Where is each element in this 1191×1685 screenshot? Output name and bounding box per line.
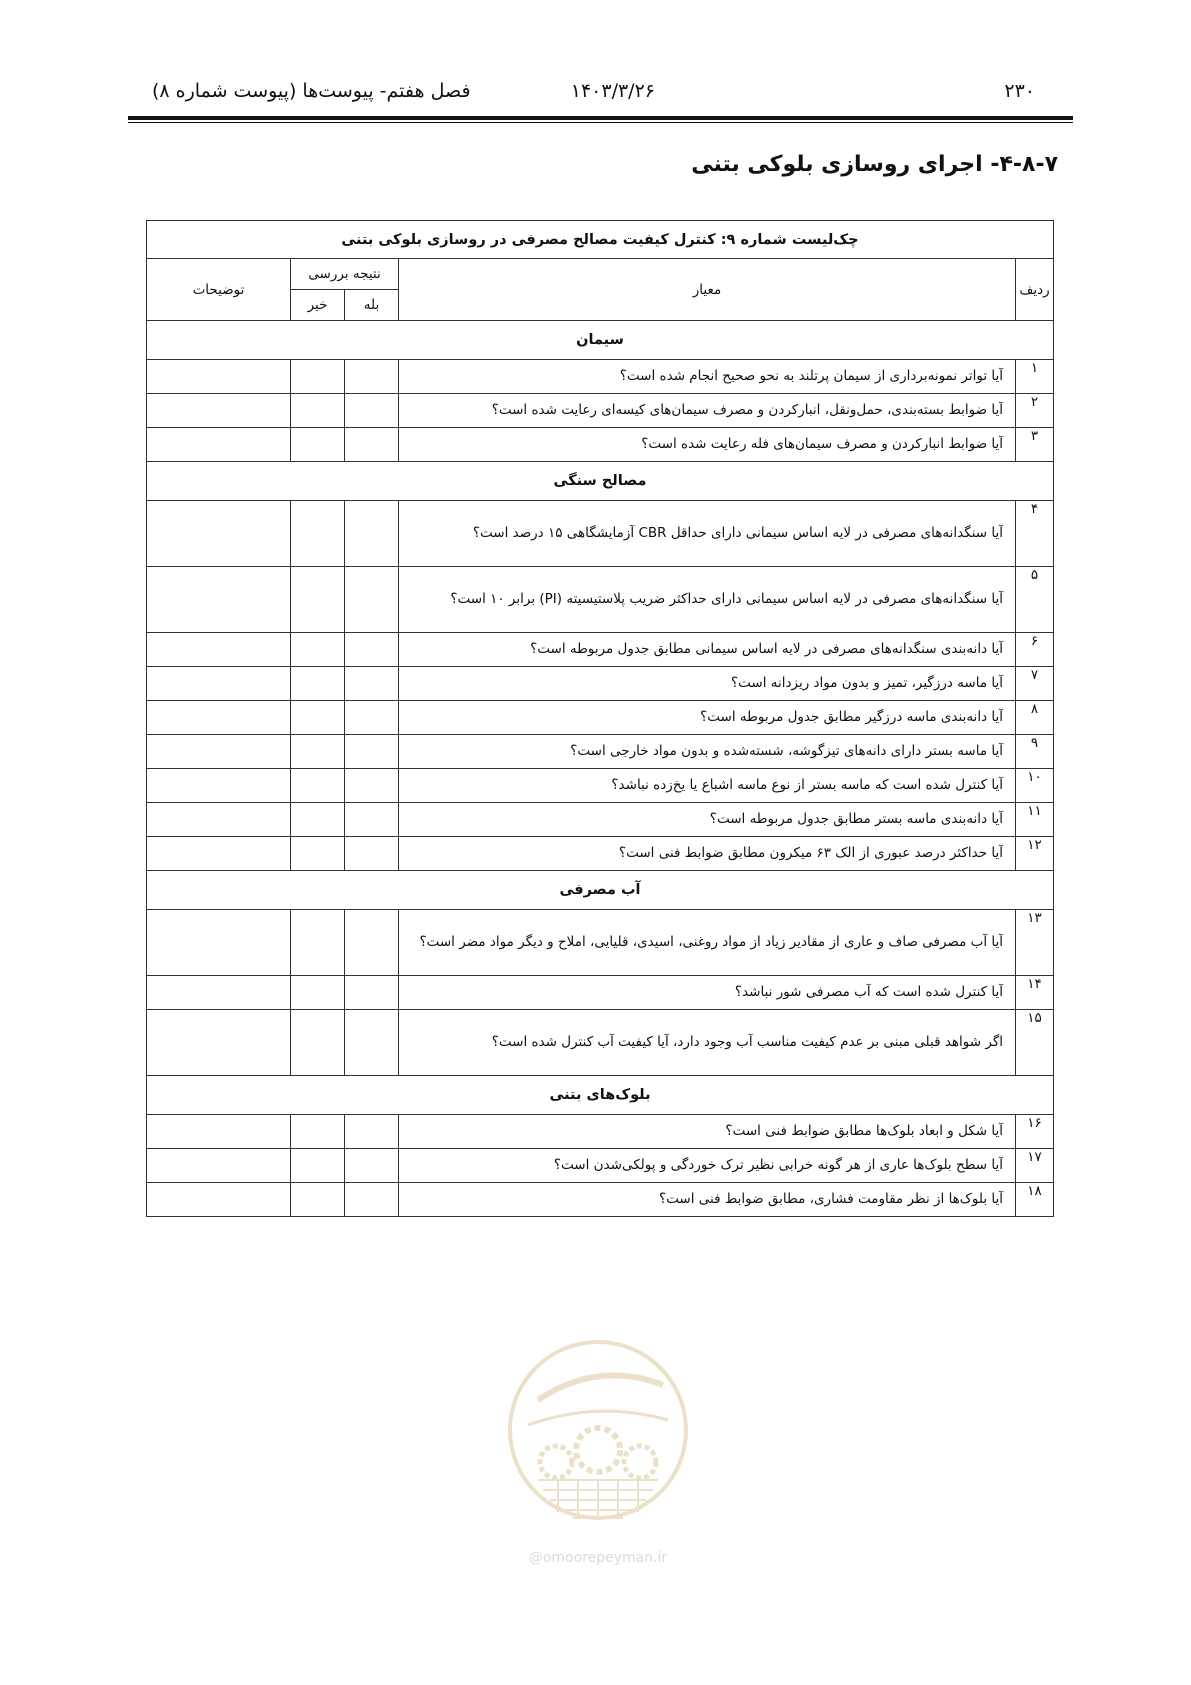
no-cell[interactable] xyxy=(291,910,345,976)
checklist-row xyxy=(147,701,1054,735)
row-number: ۴ xyxy=(1016,501,1054,567)
checklist-table xyxy=(146,220,1054,1217)
checklist-row xyxy=(147,769,1054,803)
checklist-row xyxy=(147,976,1054,1010)
notes-cell[interactable] xyxy=(147,803,291,837)
yes-cell[interactable] xyxy=(345,701,399,735)
col-yes-header: بله xyxy=(345,290,399,321)
no-cell[interactable] xyxy=(291,360,345,394)
criterion-text: آیا ماسه درزگیر، تمیز و بدون مواد ریزدانه است؟ xyxy=(399,667,1016,701)
checklist-row xyxy=(147,394,1054,428)
checklist-row xyxy=(147,667,1054,701)
checklist-row xyxy=(147,1149,1054,1183)
no-cell[interactable] xyxy=(291,1010,345,1076)
category-title: سیمان xyxy=(147,321,1054,360)
row-number: ۷ xyxy=(1016,667,1054,701)
row-number: ۲ xyxy=(1016,394,1054,428)
notes-cell[interactable] xyxy=(147,976,291,1010)
no-cell[interactable] xyxy=(291,837,345,871)
col-no-header: خیر xyxy=(291,290,345,321)
watermark-logo xyxy=(498,1340,698,1575)
row-number: ۵ xyxy=(1016,567,1054,633)
criterion-text: آیا ضوابط بسته‌بندی، حمل‌ونقل، انبارکردن و مصرف سیمان‌های کیسه‌ای رعایت شده است؟ xyxy=(399,394,1016,428)
row-number: ۱ xyxy=(1016,360,1054,394)
criterion-text: آیا سطح بلوک‌ها عاری از هر گونه خرابی نظیر ترک خوردگی و پولکی‌شدن است؟ xyxy=(399,1149,1016,1183)
section-title: ۴-۸-۷- اجرای روسازی بلوکی بتنی xyxy=(691,152,1058,177)
category-row xyxy=(147,462,1054,501)
yes-cell[interactable] xyxy=(345,837,399,871)
no-cell[interactable] xyxy=(291,428,345,462)
criterion-text: آیا تواتر نمونه‌برداری از سیمان پرتلند به نحو صحیح انجام شده است؟ xyxy=(399,360,1016,394)
notes-cell[interactable] xyxy=(147,1183,291,1217)
no-cell[interactable] xyxy=(291,667,345,701)
yes-cell[interactable] xyxy=(345,803,399,837)
checklist-row xyxy=(147,837,1054,871)
yes-cell[interactable] xyxy=(345,1149,399,1183)
criterion-text: آیا آب مصرفی صاف و عاری از مقادیر زیاد از مواد روغنی، اسیدی، قلیایی، املاح و دیگر مواد مضر است؟ xyxy=(399,910,1016,976)
no-cell[interactable] xyxy=(291,701,345,735)
row-number: ۶ xyxy=(1016,633,1054,667)
no-cell[interactable] xyxy=(291,1149,345,1183)
notes-cell[interactable] xyxy=(147,633,291,667)
notes-cell[interactable] xyxy=(147,701,291,735)
notes-cell[interactable] xyxy=(147,667,291,701)
no-cell[interactable] xyxy=(291,1183,345,1217)
watermark-url: @omoorepeyman.ir xyxy=(528,1550,668,1566)
checklist-row xyxy=(147,567,1054,633)
row-number: ۱۵ xyxy=(1016,1010,1054,1076)
checklist-caption: چک‌لیست شماره ۹: کنترل کیفیت مصالح مصرفی در روسازی بلوکی بتنی xyxy=(147,221,1054,259)
no-cell[interactable] xyxy=(291,803,345,837)
row-number: ۱۰ xyxy=(1016,769,1054,803)
row-number: ۳ xyxy=(1016,428,1054,462)
checklist-row xyxy=(147,1010,1054,1076)
notes-cell[interactable] xyxy=(147,837,291,871)
criterion-text: آیا سنگدانه‌های مصرفی در لایه اساس سیمانی دارای حداکثر ضریب پلاستیسیته (PI) برابر ۱۰ است؟ xyxy=(399,567,1016,633)
checklist-row xyxy=(147,735,1054,769)
yes-cell[interactable] xyxy=(345,633,399,667)
col-result-header: نتیجه بررسی xyxy=(291,259,399,290)
criterion-text: آیا سنگدانه‌های مصرفی در لایه اساس سیمانی دارای حداقل CBR آزمایشگاهی ۱۵ درصد است؟ xyxy=(399,501,1016,567)
criterion-text: آیا ضوابط انبارکردن و مصرف سیمان‌های فله رعایت شده است؟ xyxy=(399,428,1016,462)
yes-cell[interactable] xyxy=(345,910,399,976)
yes-cell[interactable] xyxy=(345,501,399,567)
row-number: ۱۸ xyxy=(1016,1183,1054,1217)
checklist-row xyxy=(147,501,1054,567)
no-cell[interactable] xyxy=(291,1115,345,1149)
criterion-text: آیا کنترل شده است که آب مصرفی شور نباشد؟ xyxy=(399,976,1016,1010)
no-cell[interactable] xyxy=(291,633,345,667)
notes-cell[interactable] xyxy=(147,501,291,567)
notes-cell[interactable] xyxy=(147,1149,291,1183)
checklist-row xyxy=(147,910,1054,976)
criterion-text: آیا دانه‌بندی ماسه درزگیر مطابق جدول مربوطه است؟ xyxy=(399,701,1016,735)
col-criteria-header: معیار xyxy=(399,259,1016,321)
criterion-text: اگر شواهد قبلی مبنی بر عدم کیفیت مناسب آب وجود دارد، آیا کیفیت آب کنترل شده است؟ xyxy=(399,1010,1016,1076)
header-date: ۱۴۰۳/۳/۲۶ xyxy=(570,80,655,102)
category-title: آب مصرفی xyxy=(147,871,1054,910)
row-number: ۱۳ xyxy=(1016,910,1054,976)
page-number: ۲۳۰ xyxy=(1004,80,1035,102)
checklist-row xyxy=(147,1115,1054,1149)
no-cell[interactable] xyxy=(291,769,345,803)
yes-cell[interactable] xyxy=(345,394,399,428)
notes-cell[interactable] xyxy=(147,1010,291,1076)
yes-cell[interactable] xyxy=(345,976,399,1010)
yes-cell[interactable] xyxy=(345,1115,399,1149)
no-cell[interactable] xyxy=(291,567,345,633)
yes-cell[interactable] xyxy=(345,735,399,769)
notes-cell[interactable] xyxy=(147,769,291,803)
row-number: ۹ xyxy=(1016,735,1054,769)
criterion-text: آیا دانه‌بندی سنگدانه‌های مصرفی در لایه اساس سیمانی مطابق جدول مربوطه است؟ xyxy=(399,633,1016,667)
yes-cell[interactable] xyxy=(345,1183,399,1217)
checklist-row xyxy=(147,803,1054,837)
criterion-text: آیا ماسه بستر دارای دانه‌های تیزگوشه، شسته‌شده و بدون مواد خارجی است؟ xyxy=(399,735,1016,769)
chapter-title: فصل هفتم- پیوست‌ها (پیوست شماره ۸) xyxy=(152,80,471,102)
row-number: ۱۴ xyxy=(1016,976,1054,1010)
page-header xyxy=(128,78,1073,108)
yes-cell[interactable] xyxy=(345,360,399,394)
notes-cell[interactable] xyxy=(147,567,291,633)
row-number: ۱۷ xyxy=(1016,1149,1054,1183)
yes-cell[interactable] xyxy=(345,769,399,803)
no-cell[interactable] xyxy=(291,976,345,1010)
checklist-row xyxy=(147,633,1054,667)
notes-cell[interactable] xyxy=(147,360,291,394)
no-cell[interactable] xyxy=(291,501,345,567)
criterion-text: آیا حداکثر درصد عبوری از الک ۶۳ میکرون مطابق ضوابط فنی است؟ xyxy=(399,837,1016,871)
row-number: ۱۲ xyxy=(1016,837,1054,871)
criterion-text: آیا دانه‌بندی ماسه بستر مطابق جدول مربوطه است؟ xyxy=(399,803,1016,837)
yes-cell[interactable] xyxy=(345,1010,399,1076)
notes-cell[interactable] xyxy=(147,910,291,976)
criterion-text: آیا بلوک‌ها از نظر مقاومت فشاری، مطابق ضوابط فنی است؟ xyxy=(399,1183,1016,1217)
row-number: ۱۶ xyxy=(1016,1115,1054,1149)
notes-cell[interactable] xyxy=(147,1115,291,1149)
checklist-row xyxy=(147,428,1054,462)
yes-cell[interactable] xyxy=(345,567,399,633)
notes-cell[interactable] xyxy=(147,394,291,428)
category-title: بلوک‌های بتنی xyxy=(147,1076,1054,1115)
category-row xyxy=(147,1076,1054,1115)
header-rule-thin xyxy=(128,122,1073,123)
category-title: مصالح سنگی xyxy=(147,462,1054,501)
row-number: ۱۱ xyxy=(1016,803,1054,837)
notes-cell[interactable] xyxy=(147,428,291,462)
no-cell[interactable] xyxy=(291,394,345,428)
header-rule-thick xyxy=(128,116,1073,120)
col-row-header: ردیف xyxy=(1016,259,1054,321)
criterion-text: آیا کنترل شده است که ماسه بستر از نوع ماسه اشباع یا یخ‌زده نباشد؟ xyxy=(399,769,1016,803)
category-row xyxy=(147,871,1054,910)
checklist-row xyxy=(147,360,1054,394)
criterion-text: آیا شکل و ابعاد بلوک‌ها مطابق ضوابط فنی است؟ xyxy=(399,1115,1016,1149)
notes-cell[interactable] xyxy=(147,735,291,769)
yes-cell[interactable] xyxy=(345,667,399,701)
no-cell[interactable] xyxy=(291,735,345,769)
row-number: ۸ xyxy=(1016,701,1054,735)
category-row xyxy=(147,321,1054,360)
yes-cell[interactable] xyxy=(345,428,399,462)
checklist-row xyxy=(147,1183,1054,1217)
col-notes-header: توضیحات xyxy=(147,259,291,321)
